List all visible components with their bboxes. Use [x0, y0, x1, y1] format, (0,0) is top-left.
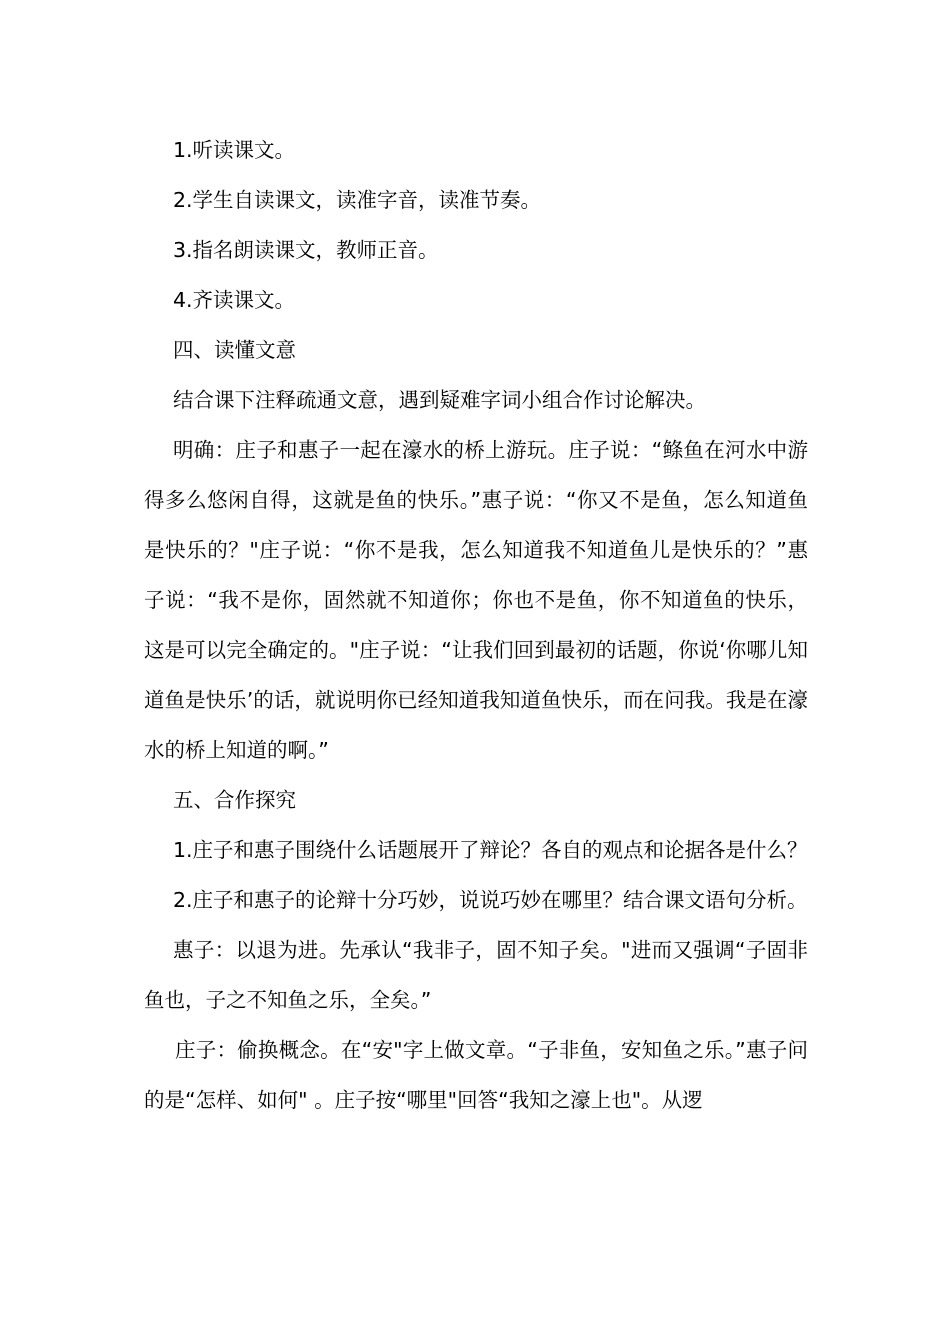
document-body: [144, 125, 808, 1125]
zhuangzi-analysis: 庄子：偷换概念。在“安"字上做文章。“子非鱼，安知鱼之乐。”惠子问的是“怎样、如何" 。庄子按“哪里"回答“我知之濠上也"。从逻: [144, 1038, 808, 1112]
huizi-analysis: 惠子：以退为进。先承认“我非子，固不知子矣。"进而又强调“子固非鱼也，子之不知鱼之乐，全矣。”: [144, 938, 808, 1012]
step-listen-reading: 1.听读课文。: [173, 138, 296, 162]
section-heading-understand: 四、读懂文意: [173, 338, 296, 362]
instruction-paragraph: 结合课下注释疏通文意，遇到疑难字词小组合作讨论解决。: [173, 388, 706, 412]
step-named-reading: 3.指名朗读课文，教师正音。: [173, 238, 439, 262]
translation-paragraph: 明确：庄子和惠子一起在濠水的桥上游玩。庄子说：“鲦鱼在河水中游得多么悠闲自得，这就是鱼的快乐。”惠子说：“你又不是鱼，怎么知道鱼是快乐的？"庄子说：“你不是我，怎么知道我不知道鱼儿是快乐的？”惠子说：“我不是你，固然就不知道你；你也不是鱼，你不知道鱼的快乐，这是可以完全确定的。"庄子说：“让我们回到最初的话题，你说‘你哪儿知道鱼是快乐’的话，就说明你已经知道我知道鱼快乐，而在问我。我是在濠水的桥上知道的啊。”: [144, 438, 808, 762]
question-one: 1.庄子和惠子围绕什么话题展开了辩论？各自的观点和论据各是什么？: [173, 838, 808, 862]
step-self-reading: 2.学生自读课文，读准字音，读准节奏。: [173, 188, 542, 212]
section-heading-explore: 五、合作探究: [173, 788, 296, 812]
question-two: 2.庄子和惠子的论辩十分巧妙，说说巧妙在哪里？结合课文语句分析。: [173, 888, 808, 912]
step-group-reading: 4.齐读课文。: [173, 288, 296, 312]
